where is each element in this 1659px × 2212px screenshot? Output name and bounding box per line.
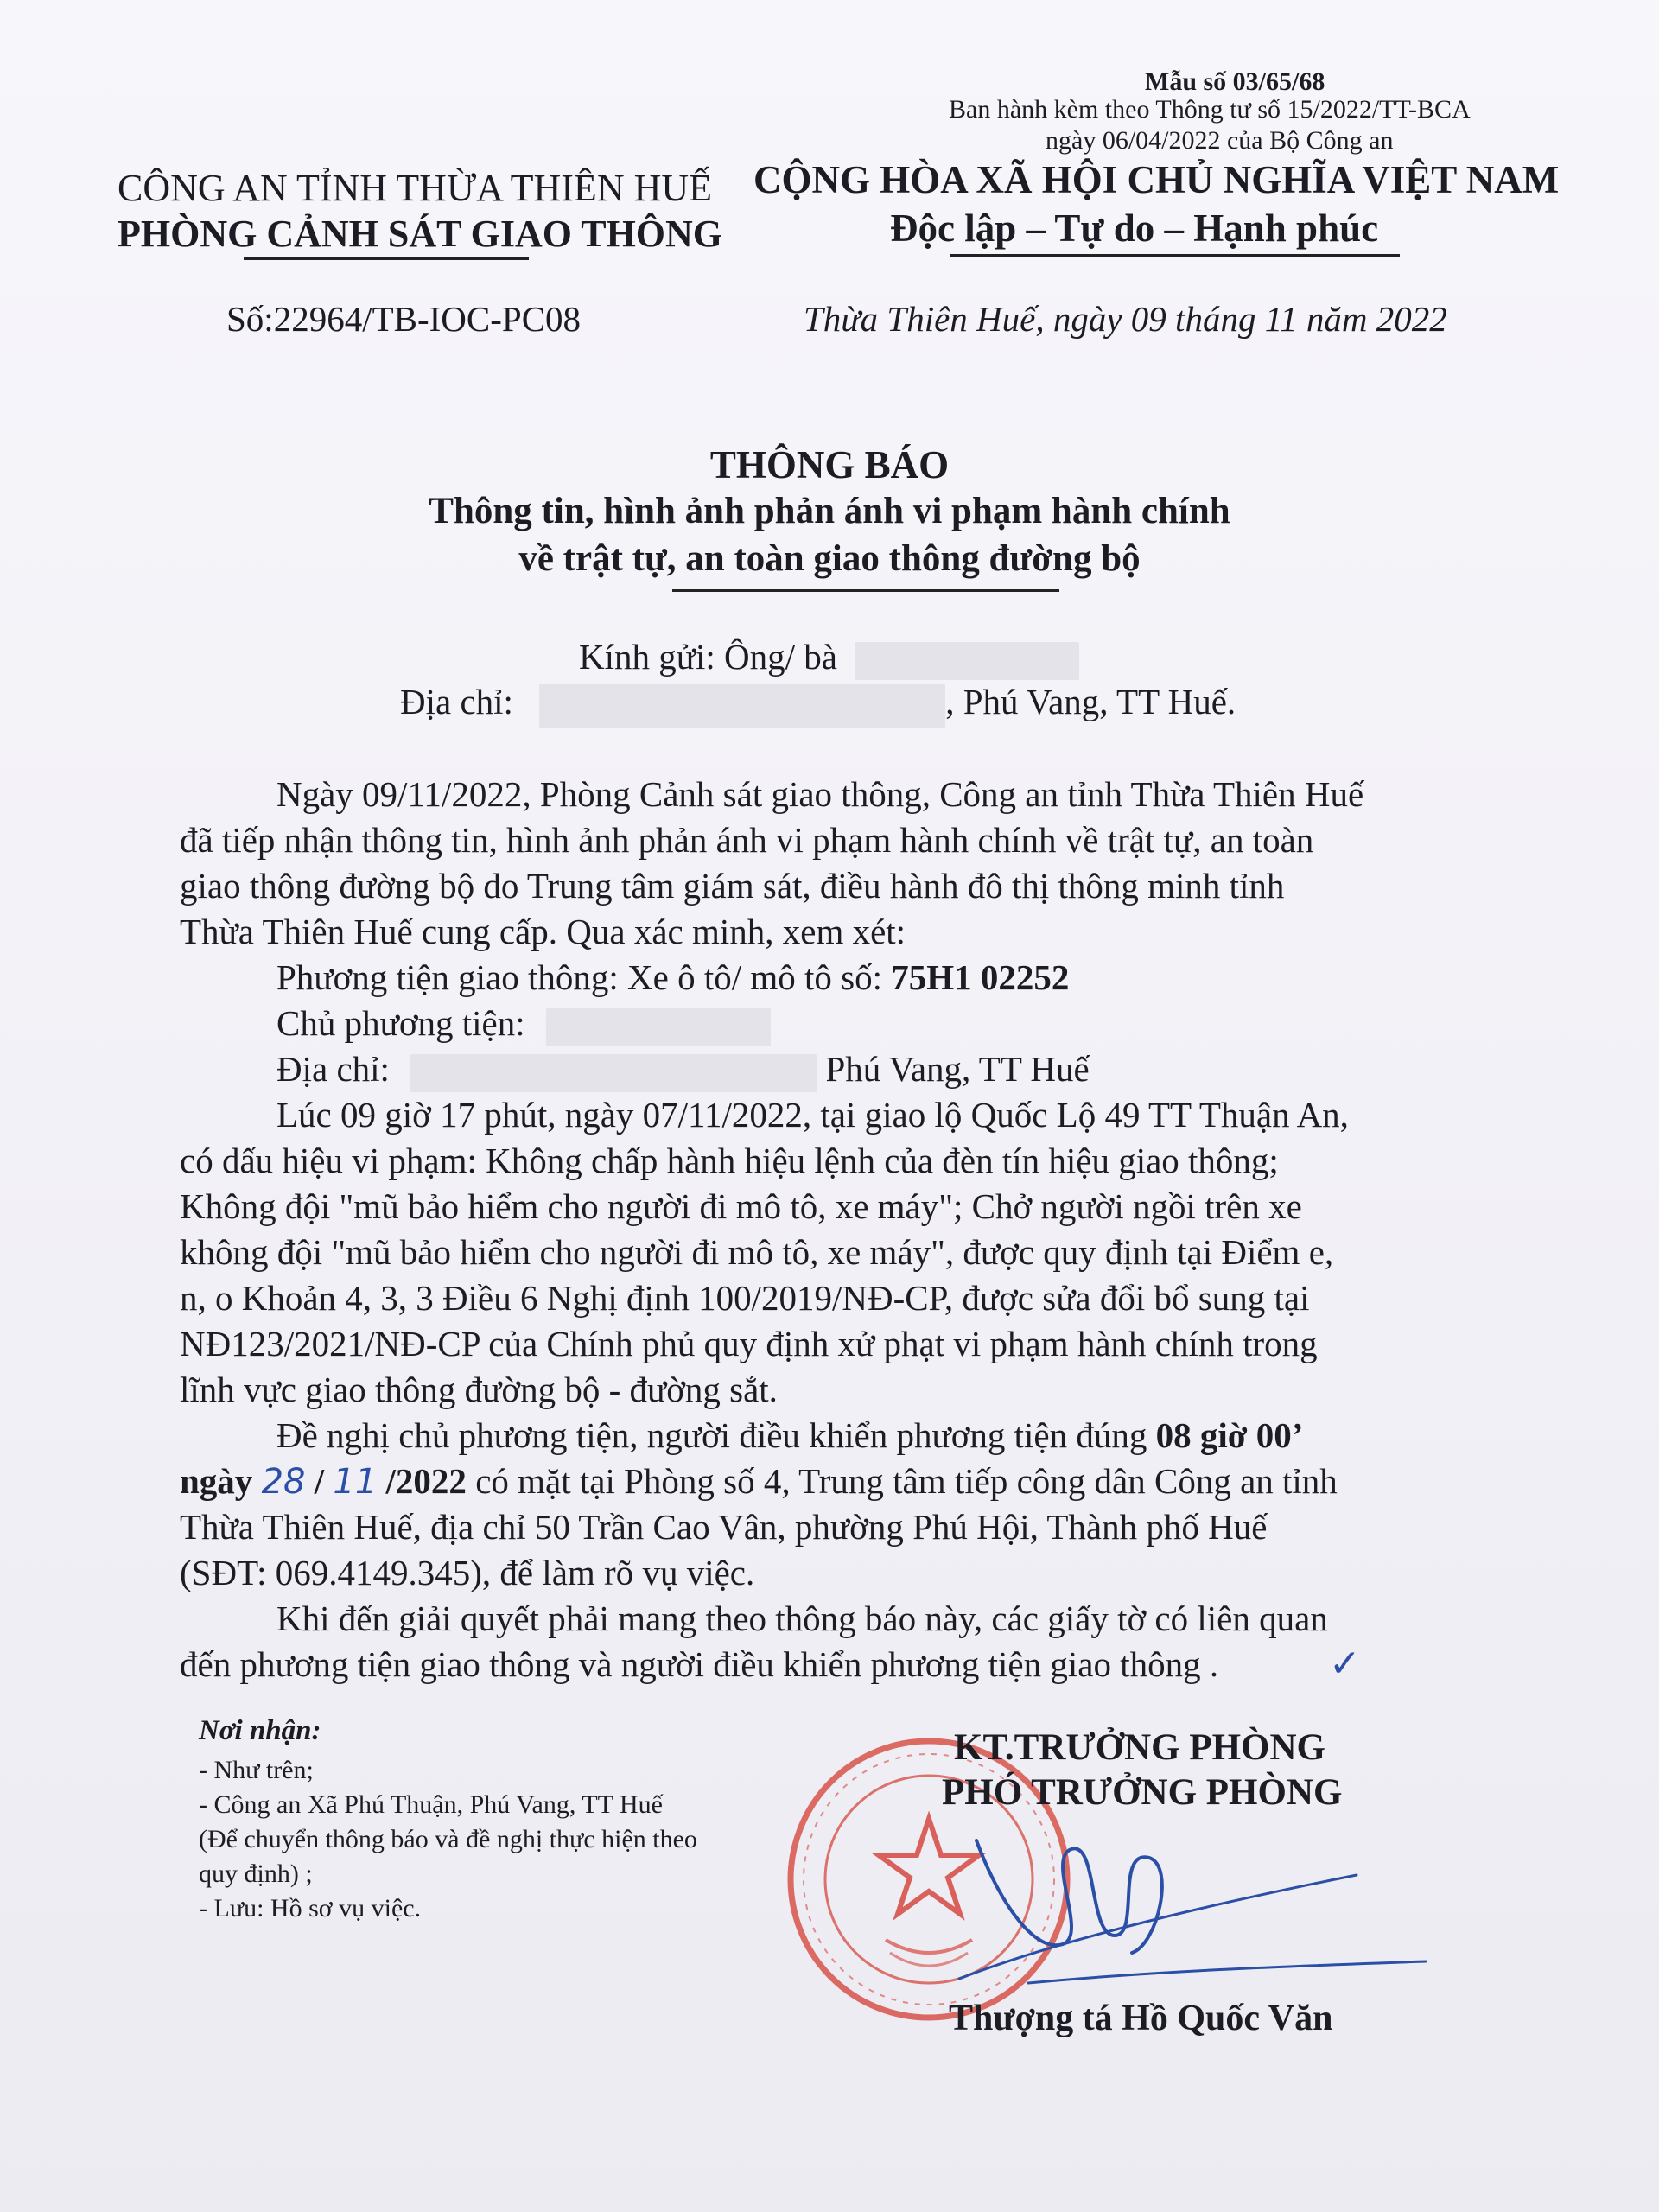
- body-line: Khi đến giải quyết phải mang theo thông báo này, các giấy tờ có liên quan: [276, 1599, 1328, 1638]
- body-line: Thừa Thiên Huế, địa chỉ 50 Trần Cao Vân, phường Phú Hội, Thành phố Huế: [180, 1507, 1268, 1547]
- body-line: n, o Khoản 4, 3, 3 Điều 6 Nghị định 100/2019/NĐ-CP, được sửa đổi bổ sung tại: [180, 1278, 1310, 1318]
- body-line: Không đội "mũ bảo hiểm cho người đi mô tô, xe máy"; Chở người ngồi trên xe: [180, 1186, 1302, 1226]
- form-issued-date: ngày 06/04/2022 của Bộ Công an: [1046, 126, 1394, 155]
- body-line: Lúc 09 giờ 17 phút, ngày 07/11/2022, tại giao lộ Quốc Lộ 49 TT Thuận An,: [276, 1095, 1349, 1135]
- owner-address-line: [276, 1048, 1090, 1092]
- body-line: có dấu hiệu vi phạm: Không chấp hành hiệu lệnh của đèn tín hiệu giao thông;: [180, 1141, 1279, 1180]
- body-line: giao thông đường bộ do Trung tâm giám sát, điều hành đô thị thông minh tỉnh: [180, 866, 1285, 906]
- document-number: Số:22964/TB-IOC-PC08: [226, 299, 582, 339]
- subtitle-underline: [672, 589, 1059, 592]
- recipient-label: Kính gửi: Ông/ bà: [579, 637, 837, 677]
- recipient-address-suffix: , Phú Vang, TT Huế.: [945, 682, 1236, 721]
- signer-name: Thượng tá Hồ Quốc Văn: [949, 1999, 1333, 2038]
- handwritten-day: 28: [261, 1462, 306, 1502]
- body-text: Đề nghị chủ phương tiện, người điều khiển phương tiện đúng: [276, 1415, 1156, 1455]
- nation-motto: Độc lập – Tự do – Hạnh phúc: [890, 207, 1379, 250]
- body-line: Thừa Thiên Huế cung cấp. Qua xác minh, xem xét:: [180, 912, 906, 951]
- owner-line: [276, 1002, 771, 1046]
- place-date: Thừa Thiên Huế, ngày 09 tháng 11 năm 2022: [804, 299, 1447, 339]
- redacted-owner: [546, 1008, 771, 1046]
- body-line: không đội "mũ bảo hiểm cho người đi mô tô, xe máy", được quy định tại Điểm e,: [180, 1232, 1334, 1272]
- recipient-address-label: Địa chỉ:: [400, 682, 513, 721]
- body-line: lĩnh vực giao thông đường bộ - đường sắt.: [180, 1370, 778, 1409]
- appointment-year: /2022: [377, 1461, 467, 1501]
- form-issued-line: Ban hành kèm theo Thông tư số 15/2022/TT-BCA: [949, 95, 1471, 124]
- recipient-address-line: [400, 681, 1236, 728]
- redacted-address: [539, 684, 945, 728]
- vehicle-label: Phương tiện giao thông: Xe ô tô/ mô tô số:: [276, 957, 883, 997]
- owner-label: Chủ phương tiện:: [276, 1003, 525, 1043]
- owner-address-suffix: Phú Vang, TT Huế: [825, 1049, 1090, 1089]
- body-line: (SĐT: 069.4149.345), để làm rõ vụ việc.: [180, 1553, 755, 1592]
- document-title: THÔNG BÁO: [709, 443, 950, 486]
- receiver-item: quy định) ;: [199, 1859, 313, 1888]
- appointment-day-label: ngày: [180, 1461, 262, 1501]
- receiver-item: (Để chuyển thông báo và đề nghị thực hiện theo: [199, 1825, 697, 1853]
- owner-address-label: Địa chỉ:: [276, 1049, 390, 1089]
- agency-underline: [244, 257, 529, 260]
- redacted-owner-address: [410, 1054, 817, 1092]
- recipient-line: [579, 636, 1079, 680]
- receivers-title: Nơi nhận:: [199, 1715, 321, 1746]
- handwritten-checkmark: ✓: [1329, 1642, 1361, 1686]
- document-subtitle-1: Thông tin, hình ảnh phản ánh vi phạm hành chính: [429, 491, 1230, 531]
- document-subtitle-2: về trật tự, an toàn giao thông đường bộ: [518, 538, 1141, 579]
- agency-parent: CÔNG AN TỈNH THỪA THIÊN HUẾ: [118, 167, 713, 209]
- receiver-item: - Công an Xã Phú Thuận, Phú Vang, TT Huế: [199, 1790, 663, 1819]
- agency-name: PHÒNG CẢNH SÁT GIAO THÔNG: [118, 213, 723, 255]
- redacted-name: [855, 642, 1079, 680]
- nation-title: CỘNG HÒA XÃ HỘI CHỦ NGHĨA VIỆT NAM: [753, 158, 1560, 201]
- handwritten-signature: [942, 1806, 1443, 1996]
- appointment-line-2: [180, 1460, 1338, 1502]
- signature-title-1: KT.TRƯỞNG PHÒNG: [954, 1727, 1325, 1768]
- body-line: đến phương tiện giao thông và người điều khiển phương tiện giao thông .: [180, 1644, 1219, 1684]
- date-separator: /: [305, 1461, 334, 1501]
- body-line: Ngày 09/11/2022, Phòng Cảnh sát giao thông, Công an tỉnh Thừa Thiên Huế: [276, 774, 1364, 814]
- appointment-time: 08 giờ 00’: [1155, 1415, 1304, 1455]
- receiver-item: - Như trên;: [199, 1756, 314, 1784]
- body-line: NĐ123/2021/NĐ-CP của Chính phủ quy định xử phạt vi phạm hành chính trong: [180, 1324, 1318, 1363]
- motto-underline: [950, 254, 1400, 257]
- body-line: đã tiếp nhận thông tin, hình ảnh phản ánh vi phạm hành chính về trật tự, an toàn: [180, 820, 1314, 860]
- handwritten-month: 11: [333, 1462, 378, 1502]
- body-text: có mặt tại Phòng số 4, Trung tâm tiếp công dân Công an tỉnh: [466, 1461, 1338, 1501]
- vehicle-line: [276, 957, 1069, 998]
- receiver-item: - Lưu: Hồ sơ vụ việc.: [199, 1894, 422, 1923]
- signature-title-2: PHÓ TRƯỞNG PHÒNG: [942, 1772, 1343, 1813]
- license-plate: 75H1 02252: [891, 957, 1070, 997]
- form-number: Mẫu số 03/65/68: [1145, 67, 1325, 96]
- appointment-line-1: [276, 1414, 1303, 1456]
